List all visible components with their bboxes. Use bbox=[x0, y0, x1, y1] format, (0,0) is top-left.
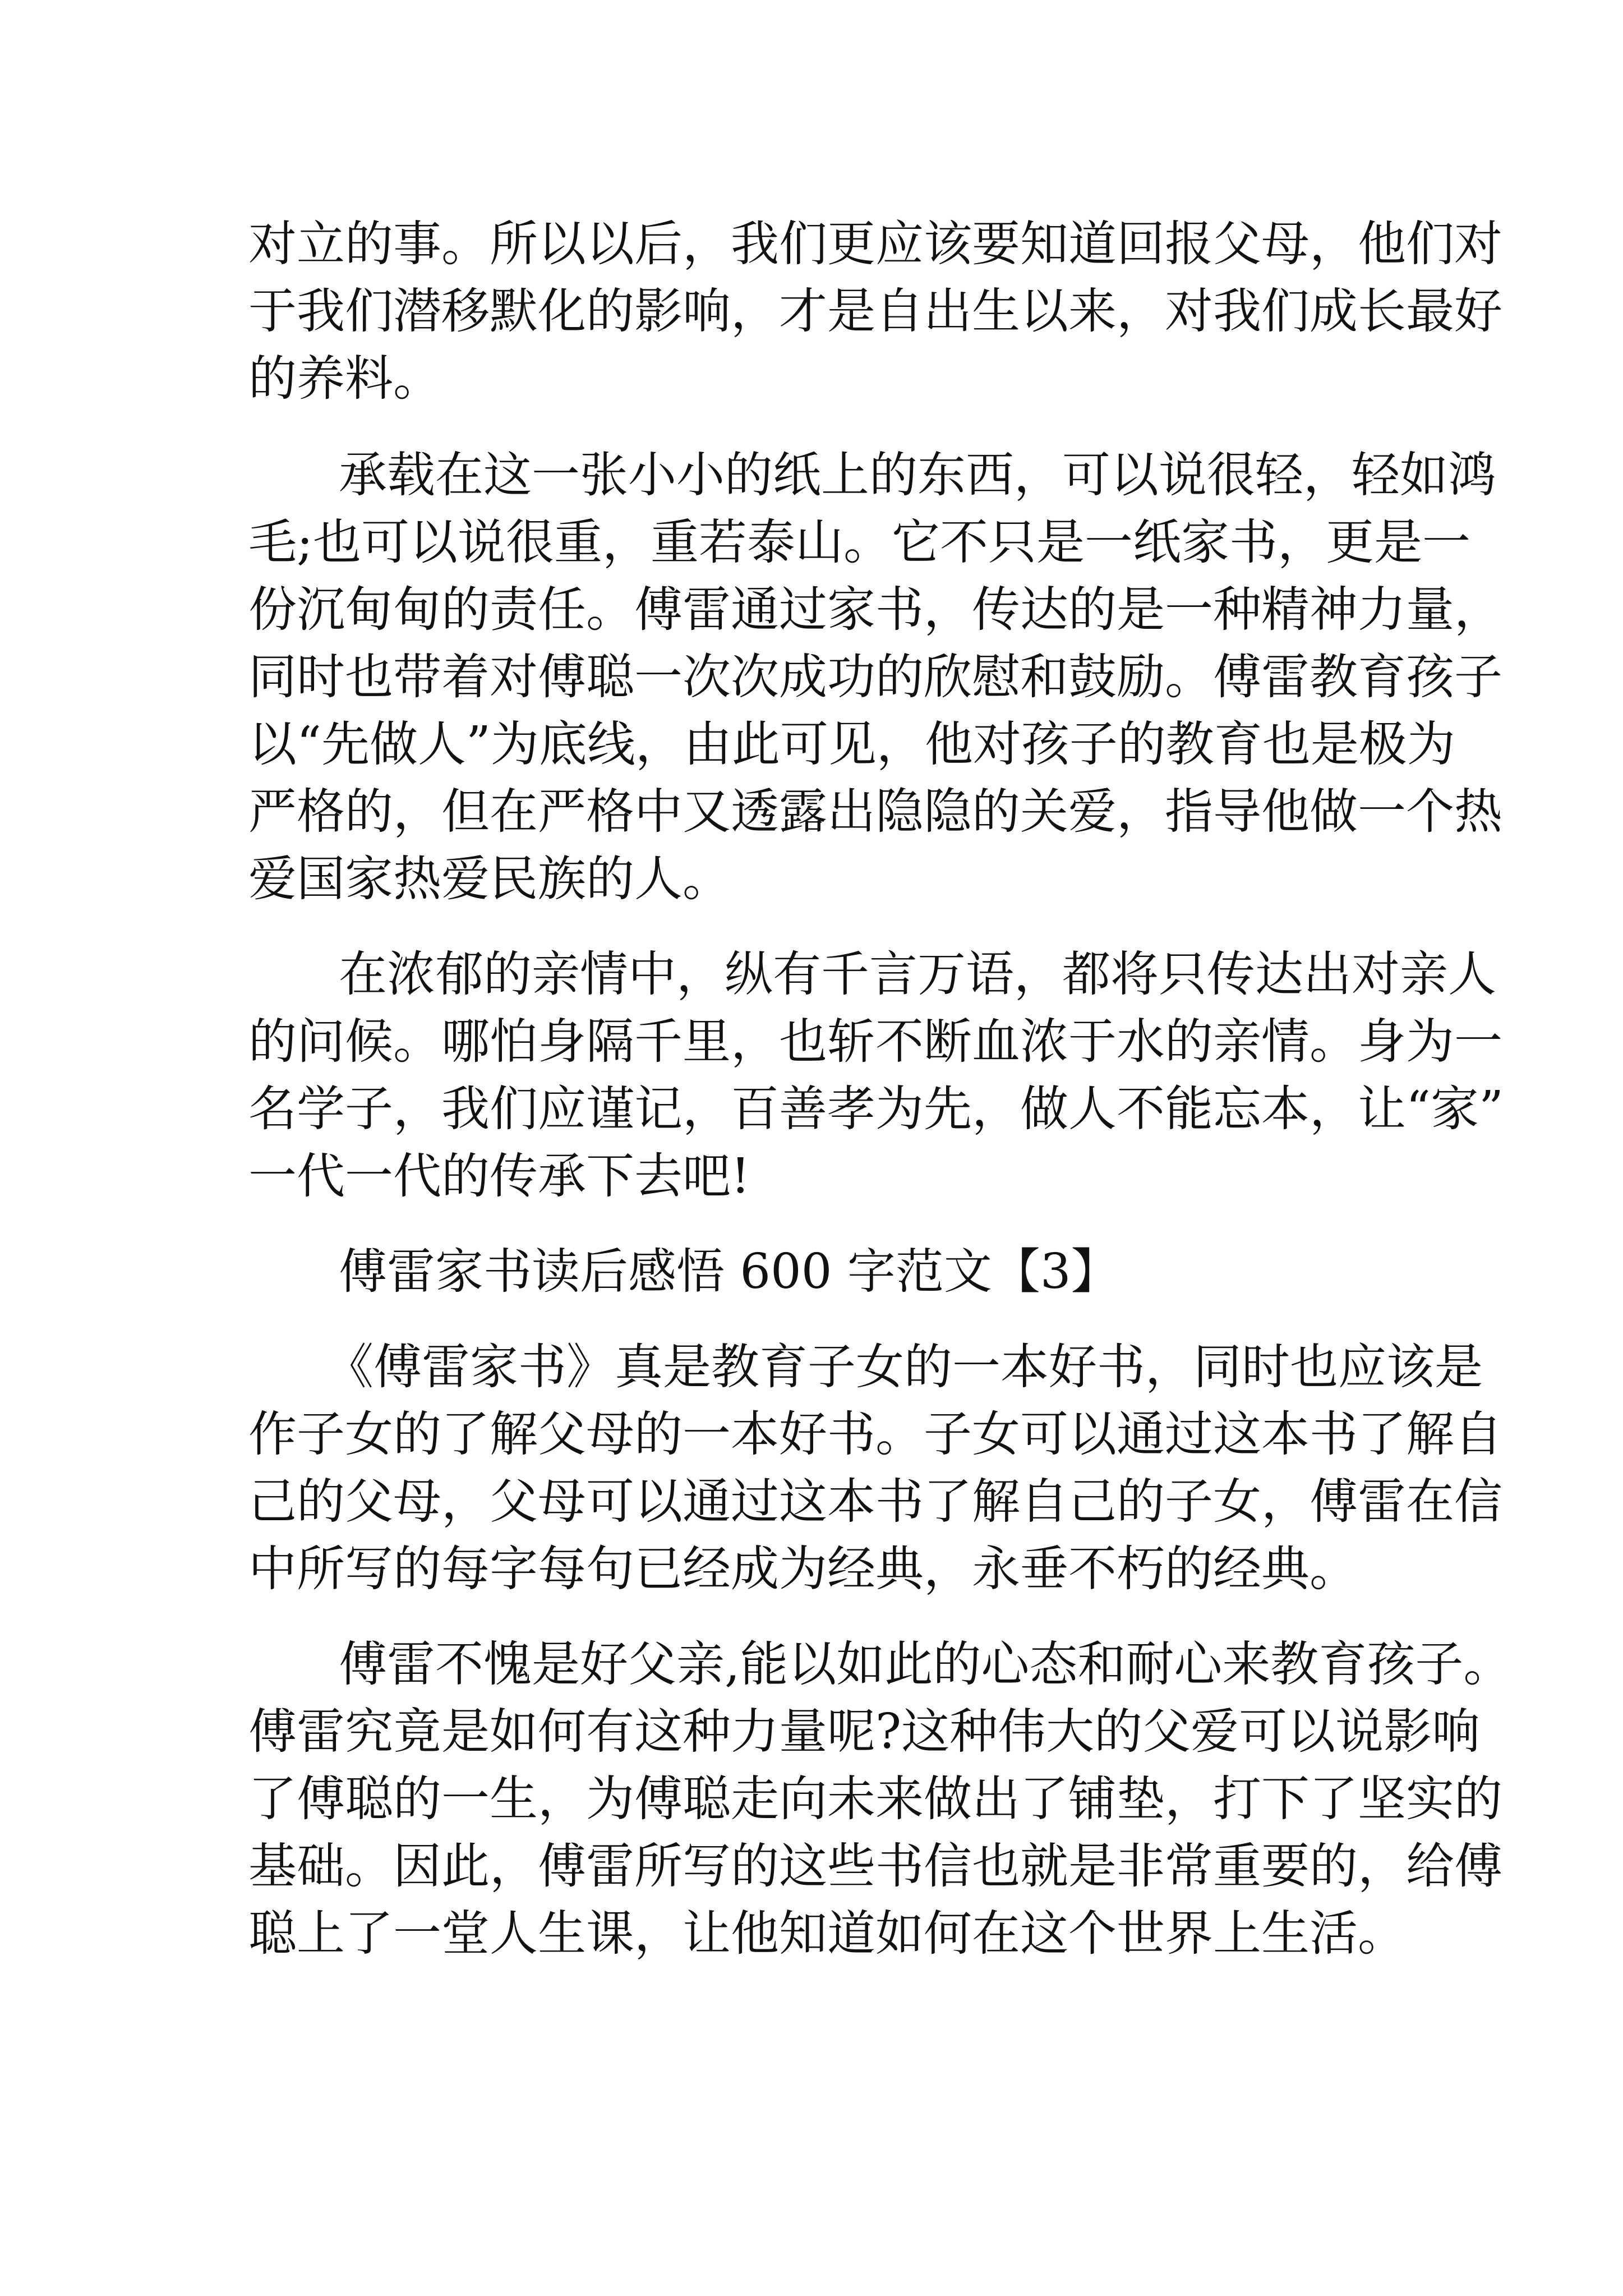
text-line bbox=[0, 1692, 1623, 1771]
line-text: 份沉甸甸的责任。傅雷通过家书，传达的是一种精神力量， bbox=[248, 582, 1502, 638]
text-line bbox=[0, 1530, 1623, 1608]
text-line bbox=[0, 436, 1623, 514]
heading-text: 傅雷家书读后感悟 600 字范文【3】 bbox=[339, 1244, 1119, 1300]
text-line bbox=[0, 1002, 1623, 1081]
line-text: 傅雷究竟是如何有这种力量呢?这种伟大的父爱可以说影响 bbox=[248, 1704, 1481, 1760]
line-text: 的问候。哪怕身隔千里，也斩不断血浓于水的亲情。身为一 bbox=[248, 1014, 1502, 1070]
line-text: 傅雷不愧是好父亲,能以如此的心态和耐心来教育孩子。 bbox=[339, 1636, 1512, 1692]
text-line bbox=[0, 1070, 1623, 1148]
line-text: 《傅雷家书》真是教育子女的一本好书，同时也应该是 bbox=[325, 1339, 1483, 1395]
text-line bbox=[0, 339, 1623, 418]
line-text: 聪上了一堂人生课，让他知道如何在这个世界上生活。 bbox=[248, 1906, 1406, 1962]
line-text: 毛;也可以说很重，重若泰山。它不只是一纸家书，更是一 bbox=[248, 514, 1470, 570]
text-line bbox=[0, 638, 1623, 716]
text-line bbox=[0, 205, 1623, 283]
line-text: 中所写的每字每句已经成为经典，永垂不朽的经典。 bbox=[248, 1541, 1358, 1597]
line-text: 以“先做人”为底线，由此可见，他对孩子的教育也是极为 bbox=[248, 716, 1455, 772]
text-line bbox=[0, 772, 1623, 851]
line-text: 己的父母，父母可以通过这本书了解自己的子女，傅雷在信 bbox=[248, 1474, 1502, 1530]
text-line bbox=[0, 1894, 1623, 1973]
text-line bbox=[0, 1760, 1623, 1838]
line-text: 爱国家热爱民族的人。 bbox=[248, 851, 731, 907]
text-line bbox=[0, 1625, 1623, 1704]
text-line bbox=[0, 935, 1623, 1014]
text-line bbox=[0, 503, 1623, 582]
line-text: 作子女的了解父母的一本好书。子女可以通过这本书了解自 bbox=[248, 1406, 1502, 1462]
text-line bbox=[0, 1827, 1623, 1906]
line-text: 于我们潜移默化的影响，才是自出生以来，对我们成长最好 bbox=[248, 283, 1502, 339]
section-heading bbox=[0, 1232, 1623, 1311]
line-text: 对立的事。所以以后，我们更应该要知道回报父母，他们对 bbox=[248, 216, 1502, 272]
line-text: 同时也带着对傅聪一次次成功的欣慰和鼓励。傅雷教育孩子 bbox=[248, 649, 1502, 705]
text-line bbox=[0, 1462, 1623, 1541]
text-line bbox=[0, 570, 1623, 649]
text-line bbox=[0, 1395, 1623, 1474]
line-text: 严格的，但在严格中又透露出隐隐的关爱，指导他做一个热 bbox=[248, 784, 1502, 840]
text-line bbox=[0, 272, 1623, 351]
line-text: 基础。因此，傅雷所写的这些书信也就是非常重要的，给傅 bbox=[248, 1838, 1502, 1894]
text-line bbox=[0, 705, 1623, 784]
line-text: 承载在这一张小小的纸上的东西，可以说很轻，轻如鸿 bbox=[339, 447, 1496, 503]
text-line bbox=[0, 1137, 1623, 1216]
text-line bbox=[0, 1328, 1623, 1406]
line-text: 的养料。 bbox=[248, 351, 441, 407]
line-text: 一代一代的传承下去吧! bbox=[248, 1148, 750, 1204]
line-text: 名学子，我们应谨记，百善孝为先，做人不能忘本，让“家” bbox=[248, 1081, 1504, 1137]
line-text: 了傅聪的一生，为傅聪走向未来做出了铺垫，打下了坚实的 bbox=[248, 1771, 1502, 1827]
line-text: 在浓郁的亲情中，纵有千言万语，都将只传达出对亲人 bbox=[339, 946, 1496, 1002]
text-line bbox=[0, 840, 1623, 918]
